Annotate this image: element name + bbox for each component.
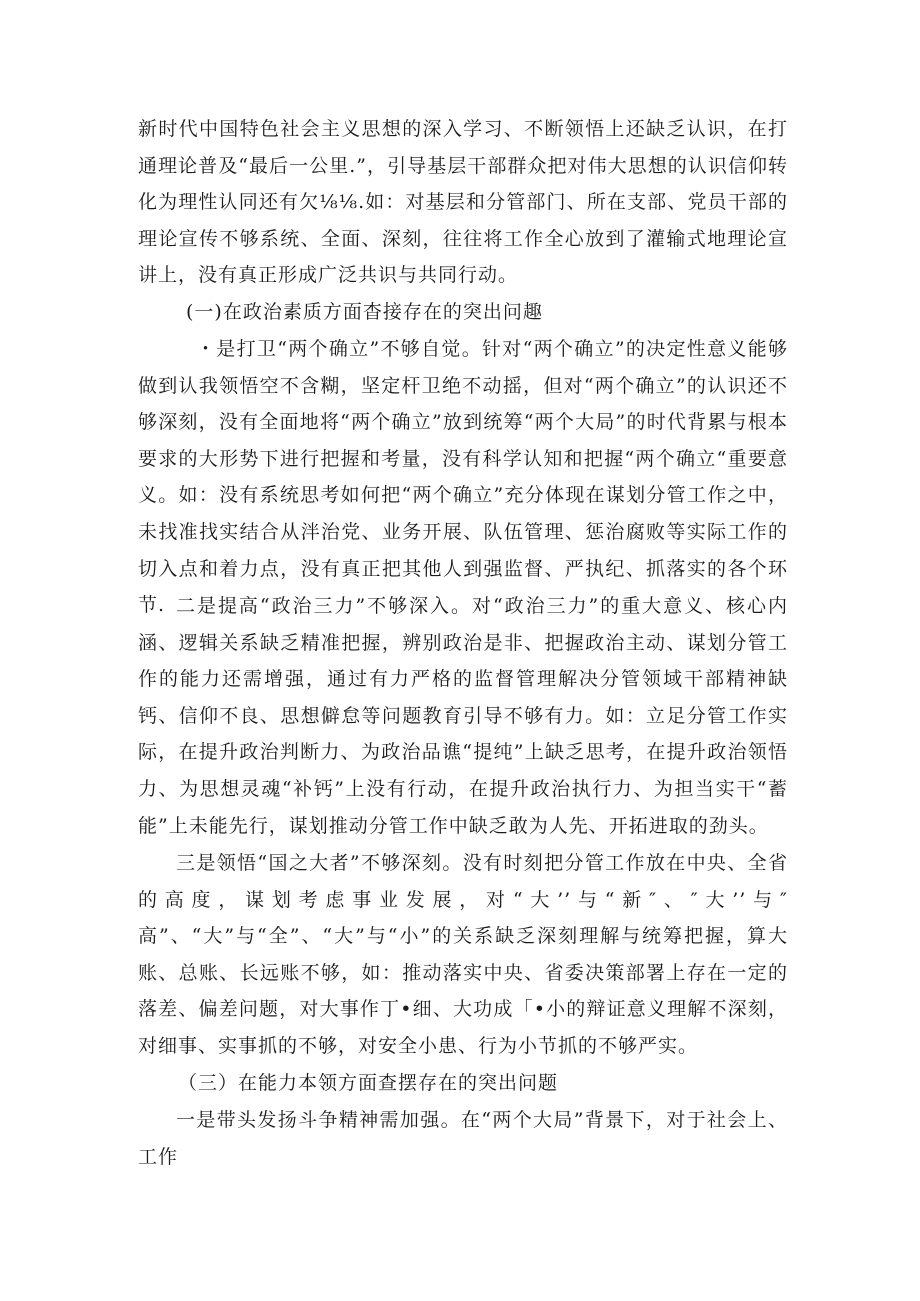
paragraph-country-greats: 三是领悟“国之大者”不够深刻。没有时刻把分管工作放在中央、全省的高度，谋划考虑事业发展，对“大’’与“新″、″大’’与″高”、“大”与“全”、“大”与“小”的关系缺乏深刻理解与统筹把握，算大账、总账、长远账不够，如：推动落实中央、省委决策部署上存在一定的落差、偏差问题，对大事作丁•细、大功成「•小的辩证意义理解不深刻，对细事、实事抓的不够，对安全小患、行为小节抓的不够严实。 xyxy=(138,852,788,1057)
paragraph-struggle-spirit: 一是带头发扬斗争精神需加强。在“两个大局”背景下，对于社会上、工作 xyxy=(138,1109,788,1168)
paragraph-two-establishments: ・是打卫“两个确立”不够自觉。针对“两个确立”的决定性意义能够做到认我领悟空不含糊，坚定杆卫绝不动摇，但对“两个确立”的认识还不够深刻，没有全面地将“两个确立”放到统筹“两个大局”的时代背累与根本要求的大形势下进行把握和考量，没有科学认知和把握“两个确立“重要意义。如：没有系统思考如何把“两个确立”充分体现在谋划分管工作之中，未找准找实结合从泮治党、业务开展、队伍管理、惩治腐败等实际工作的切入点和着力点，没有真正把其他人到强监督、严执纪、抓落实的各个环节. xyxy=(138,338,788,617)
document-page xyxy=(138,111,788,1168)
section-heading-political-quality: (一)在政治素质方面杳接存在的突出问趣 xyxy=(186,301,543,323)
paragraph-continuation: 新时代中国特色社会主义思想的深入学习、不断领悟上还缺乏认识，在打通理论普及“最后一公里.”，引导基层干部群众把对伟大思想的认识信仰转化为理性认同还有欠⅛⅛.如：对基层和分管部门、所在支部、党员干部的理论宣传不够系统、全面、深刻，往往将工作全心放到了灌输式地理论宣讲上，没有真正形成广泛共识与共同行动。 xyxy=(138,118,788,287)
paragraph-political-three-forces: 二是提高“政治三力”不够深入。对“政治三力”的重大意义、核心内涵、逻辑关系缺乏精准把握，辨别政治是非、把握政治主动、谋划分管工作的能力还需增强，通过有力严格的监督管理解决分管领域干部精神缺钙、信仰不良、思想僻怠等问题教育引导不够有力。如：立足分管工作实际，在提升政治判断力、为政治品谯“提纯”上缺乏思考，在提升政治领悟力、为思想灵魂“补钙”上没有行动，在提升政治执行力、为担当实干“蓄能”上未能先行，谋划推动分管工作中缺乏敢为人先、开拓进取的劲头。 xyxy=(138,595,788,837)
section-heading-capability: （三）在能力本领方面查摆存在的突出问题 xyxy=(178,1072,559,1094)
